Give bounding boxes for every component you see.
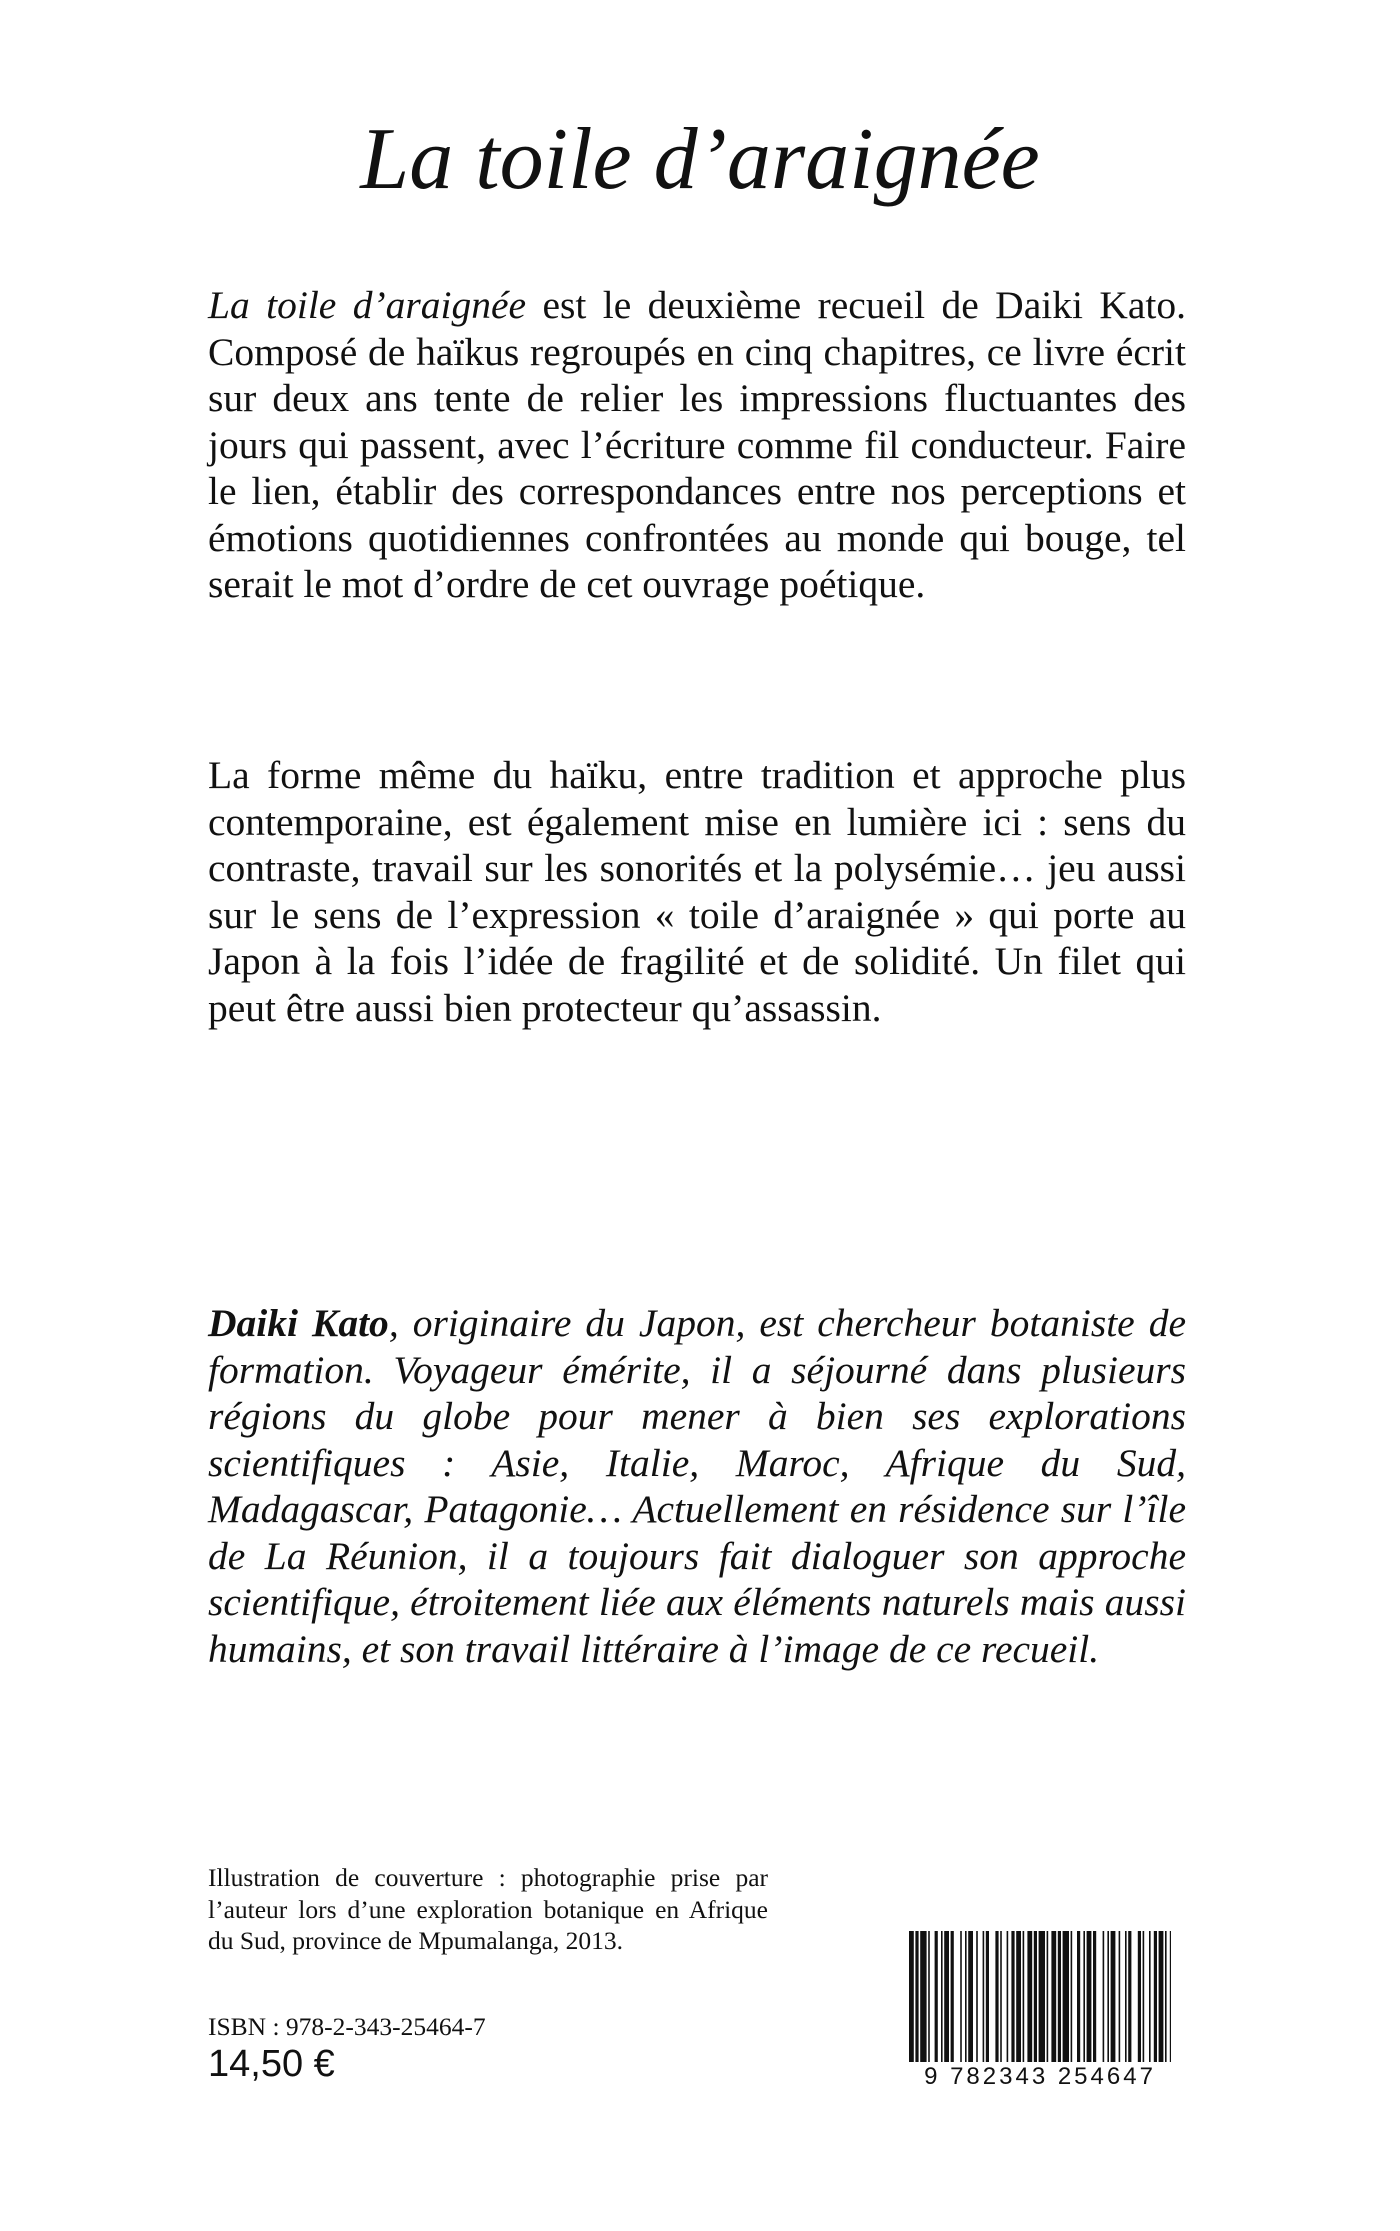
barcode-bar xyxy=(1034,1931,1037,2071)
barcode-bar xyxy=(1051,1931,1056,2071)
barcode-bar xyxy=(1016,1931,1021,2071)
author-bio xyxy=(208,1300,1186,1672)
barcode-digits: 9 782343 254647 xyxy=(905,2062,1175,2092)
barcode-bar xyxy=(1007,1931,1009,2071)
barcode-bar xyxy=(1138,1931,1141,2071)
barcode xyxy=(905,1931,1175,2094)
barcode-bar xyxy=(935,1931,938,2071)
barcode-bars xyxy=(905,1931,1175,2071)
barcode-bar xyxy=(909,1931,914,2071)
barcode-bar xyxy=(1000,1931,1002,2071)
cover-illustration-credit: Illustration de couverture : photographie prise par l’auteur lors d’une exploration botanique en Afrique du Sud, province de Mpumalanga, 2013. xyxy=(208,1863,768,1955)
barcode-bar xyxy=(1154,1931,1157,2071)
barcode-bar xyxy=(1128,1931,1131,2071)
barcode-bar xyxy=(1077,1931,1080,2071)
author-bio-text: , originaire du Japon, est chercheur botaniste de formation. Voyageur émérite, il a séjourné dans plusieurs régions du globe pour mener à bien ses explorations scientifiques : Asie, Italie, Maroc, Afrique du Sud, Madagascar, Patagonie… Actuellement en résidence sur l’île de La Réunion, il a toujours fait dialoguer son approche scientifique, étroitement liée aux éléments naturels mais aussi humains, et son travail littéraire à l’image de ce recueil. xyxy=(208,1301,1186,1671)
barcode-bar xyxy=(1087,1931,1092,2071)
barcode-bar xyxy=(1143,1931,1145,2071)
barcode-bar xyxy=(951,1931,954,2071)
barcode-bar xyxy=(1023,1931,1025,2071)
isbn: ISBN : 978-2-343-25464-7 xyxy=(208,2012,486,2041)
barcode-bar xyxy=(1058,1931,1061,2071)
barcode-bar xyxy=(1083,1931,1085,2071)
book-title: La toile d’araignée xyxy=(360,111,1040,208)
barcode-bar xyxy=(941,1931,943,2071)
barcode-bar xyxy=(1027,1931,1032,2071)
barcode-bar xyxy=(965,1931,967,2071)
barcode-bar xyxy=(915,1931,918,2071)
description-title-italic: La toile d’araignée xyxy=(208,283,527,327)
description-paragraph-2: La forme même du haïku, entre tradition et approche plus contemporaine, est également mise en lumière ici : sens du contraste, travail sur les sonorités et la polysémie… jeu aussi sur le sens de l’expression « toile d’araignée » qui porte au Japon à la fois l’idée de fragilité et de solidité. Un filet qui peut être aussi bien protecteur qu’assassin. xyxy=(208,753,1186,1030)
barcode-bar xyxy=(1107,1931,1109,2071)
barcode-bar xyxy=(1125,1931,1127,2071)
barcode-bar xyxy=(1071,1931,1073,2071)
description-paragraph-1 xyxy=(208,282,1186,608)
barcode-bar xyxy=(1047,1931,1049,2071)
barcode-bar xyxy=(995,1931,998,2071)
description-paragraph-1-text: est le deuxième recueil de Daiki Kato. Composé de haïkus regroupés en cinq chapitres, ce livre écrit sur deux ans tente de relier les impressions fluctuantes des jours qui passent, avec l’écriture comme fil conducteur. Faire le lien, établir des correspondances entre nos perceptions et émotions quotidiennes confrontées au monde qui bouge, tel serait le mot d’ordre de cet ouvrage poétique. xyxy=(208,283,1186,606)
barcode-bar xyxy=(968,1931,973,2071)
barcode-bar xyxy=(983,1931,985,2071)
barcode-bar xyxy=(960,1931,962,2071)
barcode-bar xyxy=(1165,1931,1167,2071)
barcode-bar xyxy=(1159,1931,1164,2071)
barcode-bar xyxy=(976,1931,978,2071)
barcode-bar xyxy=(1011,1931,1014,2071)
barcode-bar xyxy=(1093,1931,1096,2071)
barcode-bar xyxy=(1063,1931,1069,2071)
author-name: Daiki Kato xyxy=(208,1301,389,1345)
barcode-bar xyxy=(1119,1931,1121,2071)
price: 14,50 € xyxy=(208,2043,335,2085)
barcode-bar xyxy=(928,1931,930,2071)
barcode-bar xyxy=(944,1931,949,2071)
barcode-bar xyxy=(1149,1931,1151,2071)
barcode-bar xyxy=(1103,1931,1105,2071)
barcode-bar xyxy=(986,1931,989,2071)
barcode-bar xyxy=(1111,1931,1116,2071)
barcode-bar xyxy=(920,1931,926,2071)
barcode-bar xyxy=(1039,1931,1045,2071)
barcode-bar xyxy=(1170,1931,1171,2071)
